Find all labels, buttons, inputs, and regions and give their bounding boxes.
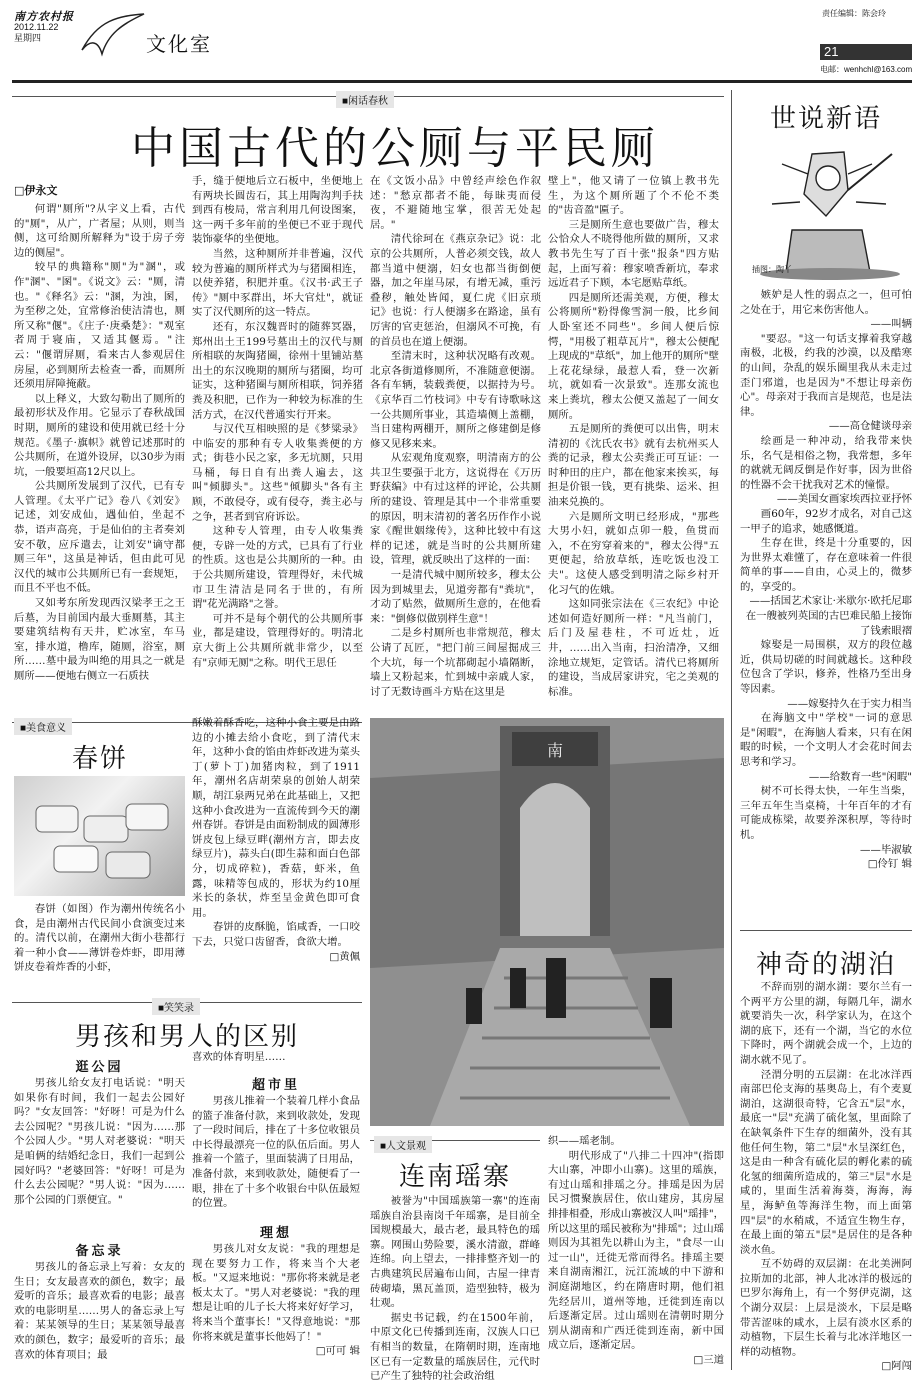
paragraph: 织——瑶老制。 — [548, 1135, 621, 1147]
paragraph: ——嫁娶持久在于实力相当 — [787, 697, 912, 710]
humor-col-2b — [192, 1094, 360, 1218]
food-caption — [14, 902, 185, 988]
header-rule — [12, 80, 912, 83]
paragraph: 在海脑文中"学校"一词的意思是"闲暇"，在海脑人看来，只有在闲暇的时候，一个文明人才会花时间去思考和学习。 — [740, 712, 912, 768]
photo-tag — [374, 1134, 432, 1153]
humor-sub-ideal: 理想 — [259, 1226, 292, 1241]
paragraph: 泾渭分明的五层湖：在北冰洋西南部巴伦支海的基奥岛上，有个麦夏湖泊，这湖很奇特，它含五"层"水，最底一"层"充满了硫化氢，里面除了在缺氧条件下生存的细菌外，没有其他任何生物，第二"层"水呈深红色，这是由一种含有硫化层的孵化素的硫化氢的细菌所造成的，第三"层"水是咸的，里面生活着海葵，海海，海星，海鲈鱼等海洋生物，而上面第四"层"的水稍咸，不适宜生物生存，在最上面的第五"层"是居住的是各种淡水鱼。 — [740, 1068, 912, 1256]
paragraph: 春饼的皮酥脆，馅咸香，一口咬下去，只觉口齿留香，食欲大增。 — [192, 921, 360, 948]
date: 2012.11.22 — [14, 22, 59, 32]
photo-col-1 — [370, 1194, 540, 1383]
main-col-2 — [192, 174, 363, 692]
photo-col-2 — [548, 1134, 724, 1370]
food-col-2 — [192, 716, 360, 990]
lake-title: 神奇的湖泊 — [755, 950, 896, 980]
weekday: 星期四 — [14, 33, 42, 43]
main-tag-label: ■闲话春秋 — [336, 91, 394, 108]
food-caption-text: 春饼（如图）作为潮州传统名小食，是由潮州古代民间小食演变过来的。清代以前，在潮州大街小巷都行着一种小食——薄饼卷炸虾，即用薄饼皮卷着炸香的小虾， — [14, 903, 185, 974]
paragraph: □可可 辑 — [315, 1345, 360, 1358]
illustration-credit: 插图：陶丫 — [752, 265, 792, 274]
paragraph: 五是厕所的粪便可以出售，明末清初的《沈氏农书》就有去杭州买人粪的记录，穆太公卖粪正可互证：一时种田的庄户，都在他家来挨买，每担是价银一钱，更有挑柴、运米、担油来兑换的。 — [548, 423, 719, 509]
paragraph: 清代徐珂在《燕京杂记》说：北京的公共厕所，人普必须交钱，故人都当道中便溺，妇女也都当街倒便器，加之年崖马尿，有增无减，重污叠秽，触处皆闻，夏仁虎《旧京琐记》也说：行人便溺多在路途，虽有厉害的官吏惩治，但溺风不可挽，有的首员也在道上便溺。 — [370, 233, 541, 348]
paragraph: 嫉妒是人性的弱点之一，但可怕之处在于，用它来伤害他人。 — [740, 289, 912, 316]
paragraph: 喜欢的体育明星…… — [192, 1051, 286, 1063]
lake-text — [740, 980, 912, 1373]
yao-village-photo — [370, 718, 724, 1126]
paragraph: 还有，东汉魏晋时的随葬冥器，郑州出土王199号墓出土的汉代与厕所相联的灰陶猪圈，徐州十里铺站墓出土的东汉晚期的厕所与猪圈，均可证实，这种猪圈与厕所相联，饲养猪粪及积肥，已作为一种较为标准的生活方式，在汉代普通实行开来。 — [192, 320, 363, 421]
sidebar-title: 世说新语 — [769, 104, 882, 134]
paragraph: 四是厕所还需美观，方便，穆太公将厕所"粉得像雪洞一般，比乡间人卧室还不同些"。乡间人便后惊愕，"用极了粗草瓦片"，穆太公便配上现成的"草纸"，加上他开的厕所"壁上花花绿绿，最惹人看，登一次新坑，就如看一次景致"。连那女流也来上粪坑，穆太公便又盖起了一间女厕所。 — [548, 291, 719, 421]
paragraph: 男孩儿对女友说："我的理想是现在要努力工作，将来当个大老板。"又逗来地说："那你将来就是老板太太了。"男人对老婆说："我的理想是让咱的儿子长大将来好好学习，将来当个董事长！"又得意地说："那你将来就是董事长他妈了！" — [192, 1243, 360, 1343]
paragraph: 酥嫩着酥香吃，这种小食主要是由路边的小摊去给小食吃，到了清代末年，这种小食的馅由炸虾改进为菜头丁(萝卜丁)加猪肉粒，到了1911年，潮州名店胡荣泉的创始人胡荣顺，胡江泉两兄弟在此基础上，又把这种小食改进为一直流传到今天的潮州春饼。春饼是由面粉制成的圆薄形饼皮包上绿豆畔(潮州方言，即去皮绿豆片)，蒜头白(即生蒜和面白色部分，切成碎粒)，香菇，虾米，鱼露，味精等包成的，形状为约10厘米长的条状，炸至呈金黄色即可食用。 — [192, 717, 360, 919]
humor-sub-memo: 备忘录 — [75, 1244, 124, 1259]
paragraph: ——高仓健谈母亲 — [828, 420, 912, 433]
paragraph: ——毕淑敏 — [860, 843, 912, 856]
editor-credit: 责任编辑：陈会玲 — [822, 9, 886, 18]
paragraph: 三是厕所生意也要做广告，穆太公恰众人不晓得他所做的厕所，又求教书先生写了百十张"报条"四方贴起，上面写着：穆家喷香新坑，奉求远近君子下顾，本宅愿贴草纸。 — [548, 218, 719, 290]
humor-col-2c — [192, 1242, 360, 1370]
paragraph: 公共厕所发展到了汉代，已有专人管理。《太平广记》卷八《刘安》记述，刘安成仙，遇仙伯，坐起不恭，语声高亮，于是仙伯的主者奏刘安不敬，应斥遣去，让刘安"谪守都厕三年"，这虽是神话，但由此可见汉代的城市公共厕所已有一套规矩，而且不平也不低。 — [14, 480, 185, 595]
humor-sub-park: 逛公园 — [75, 1060, 124, 1075]
paragraph: 这种专人管理，由专人收集粪便，专辟一处的方式，已具有了行业的性质。这也是公共厕所的一种。由于公共厕所建设，管理得好，未代城市卫生清洁是同名于世的，有所谓"花光满路"之誉。 — [192, 525, 363, 611]
paragraph: 壁上"，他又请了一位镇上教书先生，为这个厕所题了个不伦不类的"齿音盈"匾子。 — [548, 175, 719, 217]
paragraph: 男孩儿给女友打电话说："明天如果你有时间，我们一起去公园好吗？"女友回答："好呀！可是为什么去公园呢？"男孩儿说："因为……那个公园人少。"男人对老婆说："明天是咱俩的结婚纪念日，我们一起到公园好吗？"老婆回答："好呀！可是为什么去公园呢？"男人说："因为……那个公园的门票便宜。" — [14, 1077, 185, 1206]
paragraph: 何谓"厕所"?从字义上看，古代的"厕"，从广，广者屋；从则，则当侧，这可给厕所解释为"设于房子旁边的侧屋"。 — [14, 203, 185, 259]
illustration-jealous-figure-icon — [752, 134, 908, 282]
paragraph: 生存在世，终是十分重要的，因为世界太难懂了，存在意味着一件很简单的事——自由，心灵上的，微梦的，享受的。 — [740, 537, 912, 593]
paragraph: 二是乡村厕所也非常规范，穆太公请了瓦匠，"把门前三间屋掘成三个大坑，每一个坑都砌起小墙隔断，墙上又粉起来，忙到城中亲戚人家，讨了无数诗画斗方贴在这里是 — [370, 627, 541, 698]
spring-roll-image-icon — [14, 776, 185, 896]
paragraph: □黄佩 — [329, 950, 360, 963]
main-col-1 — [14, 202, 185, 692]
page-number: 21 — [820, 44, 912, 60]
paragraph: □三道 — [693, 1353, 724, 1366]
paragraph: 从宏观角度观察，明清南方的公共卫生要强于北方，这说得在《万历野获编》中有过这样的评论，公共厕所的建设、管理是其中一个非常重要的原因，明末清初的著名历作作小说家《醒世姻缘传》，这种比较中有这样的记述，就是当时的公共厕所建设，管理，就反映出了这样的一面： — [370, 452, 541, 567]
paragraph: 据史书记载，约在1500年前，中原文化已传播到连南，汉族人口已有相当的数量，在隋朝时期，连南地区已有一定数量的瑶族居住，元代时已产生了独特的社会政治组 — [370, 1311, 540, 1383]
paragraph: 明代形成了"八排二十四冲"(指即大山寨，冲即小山寨)。这里的瑶族，有过山瑶和排瑶之分。排瑶是因为居民习惯聚族居住，依山建房，其房屋排排相叠，形成山寨被汉人叫"瑶排"，所以这里的瑶民被称为"排瑶"；过山瑶则因为其祖先以耕山为主，"食尽一山过一山"，迁徙无常而得名。排瑶主要来自湖南湘江，沅江流域的中下游和洞庭湖地区，约在隋唐时期，他们祖先经居川，道州等地，迁徙到连南以后逐渐定居。过山瑶则在清朝时期分别从湖南和广西迁徙到连南，新中国成立后，逐渐定居。 — [548, 1149, 724, 1352]
gate-sign: 南 — [546, 741, 564, 760]
paragraph: 可并不是每个朝代的公共厕所事业，都是建设，管理得好的。明清北京大街上公共厕所就非常少，以至有"京师无厕"之称。明代王思任 — [192, 612, 363, 669]
paragraph: 树不可长得太快，一年生当柴，三年五年生当桌椅，十年百年的才有可能成栋梁，故要养深积厚，等待时机。 — [740, 785, 912, 841]
main-author: □伊永文 — [14, 184, 58, 197]
humor-col-1a — [14, 1076, 185, 1236]
paragraph: ——美国女画家埃西拉亚抒怀 — [776, 493, 912, 506]
newspaper-logo: 南方农村报 — [14, 10, 74, 23]
paragraph: 嫁娶是一局围棋，双方的段位越近，供局切磋的时间就越长。这种段位包含了学识，修养，性格乃至出身等因素。 — [740, 639, 912, 696]
paragraph: 被誉为"中国瑶族第一寨"的连南瑶族自治县南岗千年瑶寨，是目前全国规模最大，最古老，最具特色的瑶寨。网围山势险要，溪水清澈，群峰连绵。向上望去，一排排整齐划一的古典建筑民居遍布山间，古屋一律青砖砌墙，黑瓦盖顶，造型独特，极为壮观。 — [370, 1195, 540, 1310]
main-tag — [336, 89, 394, 108]
lake-divider — [740, 930, 912, 931]
paragraph: 与汉代互相映照的是《梦粱录》中临安的那种有专人收集粪便的方式；街巷小民之家，多无坑厕，只用马桶，每日自有出粪人遍去，这叫"倾脚头"。这些"倾脚头"各有主顾，不敢侵夺，或有侵夺，粪主必与之争，甚者到官府诉讼。 — [192, 423, 363, 523]
paragraph: 在《文饭小品》中曾经声绘色作叙述："愁京都者不能，每昧夷而侵夜，不避随地宝掌，很苦无处起居。" — [370, 175, 541, 231]
email: 电邮：wenhchl@163.com — [820, 65, 913, 74]
food-title: 春饼 — [71, 744, 128, 774]
paragraph: 以上释义，大致勾勒出了厕所的最初形状及作用。它显示了春秋战国时期，厕所的建设和使用就已经十分规范。《墨子·旗帜》就曾记述那时的公共厕所，在道外设屏，以30步为雨坑，一般要垣高12尺以上。 — [14, 392, 185, 478]
humor-tag — [152, 996, 200, 1015]
paragraph: ——括国艺术家让·米歇尔·欧托尼耶在一艘被列英国的古巴难民船上接饰了钱索眼褶 — [745, 595, 912, 637]
paragraph: □阿闯 — [881, 1360, 912, 1373]
paragraph: 绘画是一种冲动，给我带来快乐，名气是相俗之物，我常想，多年的就就无阔反倒是作好事，因为世俗的性器不会干扰我对艺术的憧憬。 — [740, 434, 912, 491]
paragraph: 手，缝于便地后立石板中，坐便地上有两块长圆齿石，其上用陶沟判手扶到西有梭局，常言利用几何设图案，这一两千多年前的坐便已不亚于现代装饰豪华的坐便地。 — [192, 175, 363, 246]
paragraph: 至清末时，这种状况略有改观。北京各街道修厕所，不准随意便溺。各有车辆，装载粪便，以据持为号。《京华百二竹枝词》中专有诗歌咏这一公共厕所事业，其造墙侧上盖棚，当日建构两棚开，厕所之修建倒是修修又见移来来。 — [370, 350, 541, 450]
spring-roll-photo — [14, 776, 185, 896]
swoosh-logo-icon — [78, 10, 148, 56]
paragraph: ——叫辆 — [870, 318, 912, 331]
section-title: 文化室 — [146, 32, 212, 56]
sidebar-quotes — [740, 288, 912, 910]
paragraph: 男孩儿推着一个装着几样小食品的篮子准备付款，来到收款处，发现了一段时间后，排在了十多位收银员中长得最漂亮一位的队伍后面。男人推着一个篮子，里面装满了日用品，准备付款，来到收款处，随便看了一眼，排在了十多个收银台中队伍最短的位置。 — [192, 1095, 360, 1210]
humor-col-1b — [14, 1260, 185, 1370]
paragraph: 较早的典籍称"厕"为"溷"，或作"溷"、"圂"。《说文》云："厕，清也。"《释名》云："溷，为浊，圂，为至秽之处，宜常修治使洁清也，厕所又称"偃"。《庄子·庚桑楚》："观室者周于寝庙，又适其偃焉。"注云："偃谓屏厕，看来古人参观居住房屋，必到厕所去检查一番，而厕所还须用屏障掩蔽。 — [14, 261, 185, 391]
sidebar-divider — [731, 90, 732, 1370]
humor-tag-label: ■笑笑录 — [152, 998, 200, 1015]
paragraph: 画60年，92岁才成名，对自己这一甲子的追求，她感慨道。 — [740, 507, 912, 535]
paragraph: 互不妨碍的双层湖：在北美洲阿拉斯加的北部，神人北冰洋的极远的巴罗尔海角上，有一个努伊克湖，这个湖分双层：上层是淡水，下层是略带苦涩味的咸水，上层有淡水区系的动植物，下层生长着与北冰洋地区一样的动植物。 — [740, 1258, 912, 1358]
humor-col-2a — [192, 1050, 360, 1068]
paragraph: "要忍。"这一句话支撑着我穿越南极，北极，约我的沙漠，以及酷寒的山间，杂乱的娱乐圈里我从未走过歪门邪道，也是因为"不想让母亲伤心"。母亲对于我而言是规范，也是法律。 — [740, 332, 912, 418]
food-tag — [14, 716, 72, 735]
main-col-3 — [370, 174, 541, 698]
paragraph: 一是清代城中厕所较多，穆太公因为到城里去，见道旁都有"粪坑"，才动了贴然，做厕所生意的，在他看来："倒修似做别样生意"！ — [370, 569, 541, 625]
photo-title: 连南瑶寨 — [398, 1162, 511, 1192]
paragraph: 这如同张宗法在《三农纪》中论述如何造好厕所一样："凡当前门，后门及屋巷柱，不可近灶，近井，……出入当南，扫治清净，又细涂地立规矩，定管话。清代已将厕所的建设，当成居家讲究，宅之美观的标准。 — [548, 598, 719, 698]
photo-tag-label: ■人文景观 — [374, 1136, 432, 1153]
humor-title: 男孩和男人的区别 — [74, 1022, 299, 1052]
paragraph: 当然，这种厕所并非普遍，汉代较为普遍的厕所样式为与猪圈相连，以使养猪，积肥并重。《汉书·武王子传》"厕中豕群出，坏大官灶"，就证实了汉代厕所的这一特点。 — [192, 247, 363, 319]
paragraph: ——给数育一些"闲暇" — [808, 770, 912, 783]
main-title: 中国古代的公厕与平民厕 — [131, 123, 659, 174]
stone-gate-image-icon — [370, 718, 724, 1126]
food-tag-label: ■美食意义 — [14, 718, 72, 735]
paragraph: 六是厕所文明已经形成，"那些大男小妇，就如点卯一般，鱼贯而入，不在穷穿着来的"，穆太公得"五更便起，给放草纸，连吃饭也没工夫"。这使人感受到明清之际乡村开化习气的佐娥。 — [548, 510, 719, 596]
issue-date — [14, 22, 58, 44]
paragraph: 男孩儿的备忘录上写着：女友的生日；女友最喜欢的颜色，数字；最爱听的音乐；最喜欢看的电影；最喜欢的电影明星……男人的备忘录上写着：某某领导的生日；某某领导最喜欢的颜色，数字；最爱听的音乐；最喜欢的体育项目；最 — [14, 1261, 185, 1361]
paragraph: 又如考东所发现西汉梁孝王之王后墓，为目前国内最大垂厕墓，其主要建筑结构有天井，贮冰室，车马室，排水道，橹库，随厕，浴室，厕所……墓中最为叫绝的用具之一就是厕所——便地右侧立一石质扶 — [14, 597, 185, 682]
paragraph: □伶钉 辑 — [867, 858, 912, 871]
main-col-4 — [548, 174, 719, 698]
humor-sub-supermarket: 超市里 — [251, 1078, 300, 1093]
paragraph: 不辞而别的湖水湖：要尔兰有一个两平方公里的湖，每隔几年，湖水就要消失一次，科学家认为，在这个湖的底下，还有一个湖，当它的水位下降时，两个湖就会成一个，上边的湖水就不见了。 — [740, 981, 912, 1066]
